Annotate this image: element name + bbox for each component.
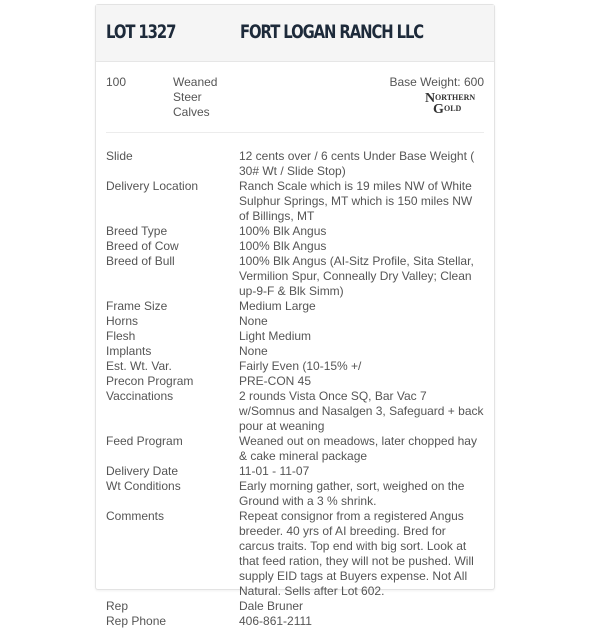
detail-row-flesh — [106, 329, 491, 344]
detail-value: Dale Bruner — [239, 599, 304, 613]
detail-value: Ranch Scale which is 19 miles NW of White Sulphur Springs, MT which is 150 miles NW of Billings, MT — [239, 179, 473, 223]
detail-value: 11-01 - 11-07 — [239, 464, 310, 478]
detail-label: Feed Program — [106, 434, 183, 448]
detail-row-wt-conditions — [106, 479, 491, 509]
detail-label: Delivery Date — [106, 464, 179, 478]
detail-row-slide — [106, 149, 491, 179]
svg-text:G: G — [433, 102, 444, 114]
description-line: Steer — [173, 90, 202, 104]
detail-value: Early morning gather, sort, weighed on the Ground with a 3 % shrink. — [239, 479, 465, 508]
lot-card — [95, 4, 495, 628]
detail-value: None — [239, 314, 268, 328]
detail-label: Wt Conditions — [106, 479, 181, 493]
detail-label: Flesh — [106, 329, 136, 343]
detail-label: Comments — [106, 509, 165, 523]
detail-value: 12 cents over / 6 cents Under Base Weight ( 30# Wt / Slide Stop) — [239, 149, 475, 178]
lot-details-table — [106, 149, 491, 629]
detail-row-horns — [106, 314, 491, 329]
detail-value: 100% Blk Angus — [239, 224, 327, 238]
detail-value: Weaned out on meadows, later chopped hay & cake mineral package — [239, 434, 477, 463]
lot-summary — [96, 61, 494, 133]
detail-label: Precon Program — [106, 374, 194, 388]
detail-row-vaccinations — [106, 389, 491, 434]
detail-label: Vaccinations — [106, 389, 174, 403]
detail-row-breed-of-bull — [106, 254, 491, 299]
detail-value: Repeat consignor from a registered Angus breeder. 40 yrs of AI breeding. Bred for carcus traits. Top end with big sort. Look at that feed ration, they will not be pushed. Will supply EID tags at Buyers expense. Not All Natural. Sells after Lot 602. — [239, 509, 474, 598]
description-line: Calves — [173, 105, 210, 119]
detail-row-feed-program — [106, 434, 491, 464]
detail-value: Fairly Even (10-15% +/ — [239, 359, 362, 373]
detail-label: Breed of Cow — [106, 239, 179, 253]
detail-label: Rep — [106, 599, 129, 613]
svg-text:N: N — [425, 91, 436, 106]
detail-row-precon-program — [106, 374, 491, 389]
detail-row-rep-phone — [106, 614, 491, 629]
seller-name: FORT LOGAN RANCH LLC — [240, 21, 424, 43]
northern-gold-logo-icon — [425, 90, 483, 114]
detail-row-delivery-location — [106, 179, 491, 224]
detail-row-comments — [106, 509, 491, 599]
detail-label: Implants — [106, 344, 152, 358]
lot-number: LOT 1327 — [106, 21, 176, 43]
detail-value: Medium Large — [239, 299, 316, 313]
detail-value: 406-861-2111 — [239, 614, 312, 628]
detail-row-implants — [106, 344, 491, 359]
detail-label: Frame Size — [106, 299, 168, 313]
detail-value: None — [239, 344, 268, 358]
svg-text:OLD: OLD — [444, 104, 462, 113]
cattle-description — [173, 75, 217, 120]
detail-value: 2 rounds Vista Once SQ, Bar Vac 7 w/Somnus and Nasalgen 3, Safeguard + back pour at weaning — [239, 389, 484, 433]
detail-label: Horns — [106, 314, 139, 328]
detail-row-breed-type — [106, 224, 491, 239]
lot-header — [96, 5, 494, 62]
base-weight: Base Weight: 600 — [389, 75, 484, 89]
detail-value: Light Medium — [239, 329, 312, 343]
detail-value: 100% Blk Angus — [239, 239, 327, 253]
description-line: Weaned — [173, 75, 218, 89]
detail-label: Slide — [106, 149, 133, 163]
detail-label: Breed of Bull — [106, 254, 175, 268]
detail-label: Est. Wt. Var. — [106, 359, 172, 373]
detail-label: Rep Phone — [106, 614, 167, 628]
detail-value: 100% Blk Angus (AI-Sitz Profile, Sita Stellar, Vermilion Spur, Conneally Dry Valley; Clean up-9-F & Blk Simm) — [239, 254, 474, 298]
detail-row-delivery-date — [106, 464, 491, 479]
detail-row-rep — [106, 599, 491, 614]
detail-label: Breed Type — [106, 224, 168, 238]
detail-row-frame-size — [106, 299, 491, 314]
detail-row-est-wt-var — [106, 359, 491, 374]
detail-label: Delivery Location — [106, 179, 199, 193]
detail-value: PRE-CON 45 — [239, 374, 312, 388]
section-divider — [106, 132, 484, 133]
detail-row-breed-of-cow — [106, 239, 491, 254]
head-count: 100 — [106, 75, 127, 89]
svg-text:ORTHERN: ORTHERN — [435, 93, 476, 102]
